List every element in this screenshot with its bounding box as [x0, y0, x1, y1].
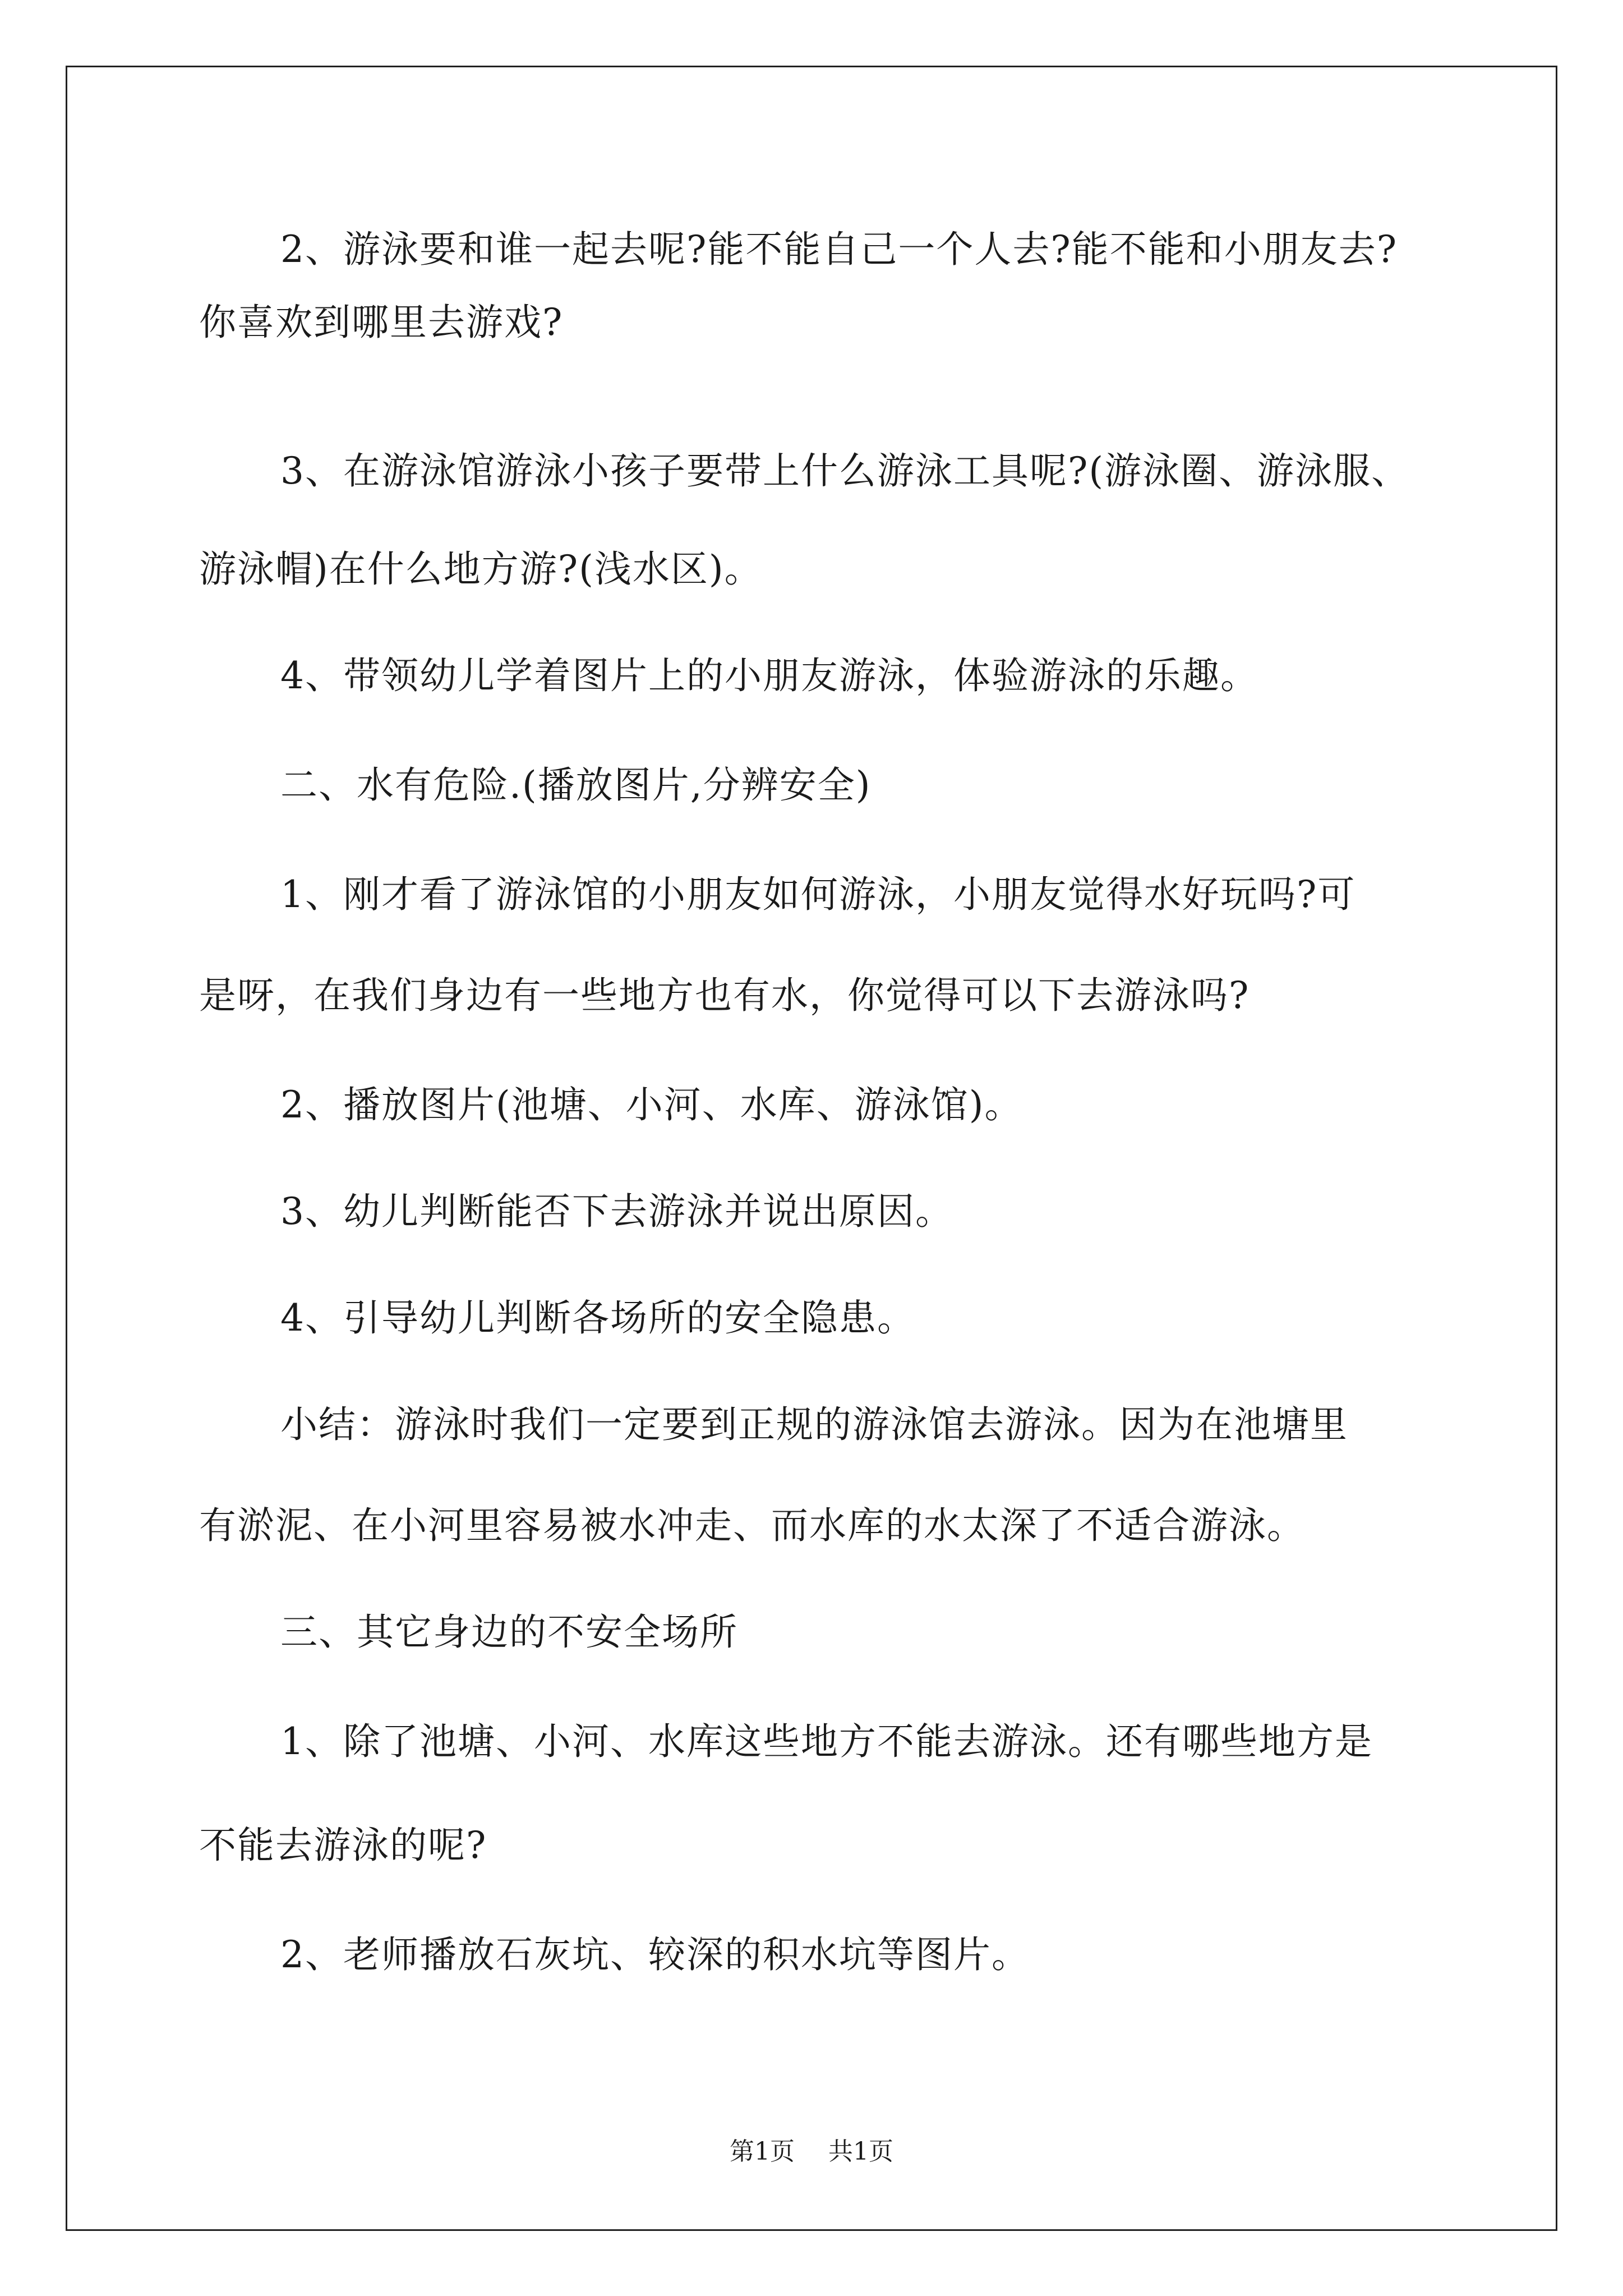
text-line: 3、幼儿判断能否下去游泳并说出原因。	[280, 1190, 953, 1233]
page-border	[66, 66, 1557, 2231]
text-line: 不能去游泳的呢?	[199, 1824, 487, 1867]
text-line: 2、游泳要和谁一起去呢?能不能自己一个人去?能不能和小朋友去?	[280, 228, 1398, 271]
page-number: 第1页	[730, 2137, 795, 2166]
text-line: 有淤泥、在小河里容易被水冲走、而水库的水太深了不适合游泳。	[199, 1504, 1305, 1547]
text-line: 二、水有危险.(播放图片,分辨安全)	[280, 763, 872, 807]
text-line: 3、在游泳馆游泳小孩子要带上什么游泳工具呢?(游泳圈、游泳服、	[280, 449, 1410, 493]
page-footer	[0, 2137, 1623, 2166]
text-line: 游泳帽)在什么地方游?(浅水区)。	[199, 547, 763, 591]
page-total: 共1页	[828, 2137, 893, 2166]
text-line: 2、播放图片(池塘、小河、水库、游泳馆)。	[280, 1083, 1023, 1126]
text-line: 4、引导幼儿判断各场所的安全隐患。	[280, 1296, 915, 1340]
text-line: 2、老师播放石灰坑、较深的积水坑等图片。	[280, 1933, 1030, 1976]
text-line: 是呀，在我们身边有一些地方也有水，你觉得可以下去游泳吗?	[199, 974, 1250, 1017]
text-line: 三、其它身边的不安全场所	[280, 1611, 738, 1654]
text-line: 小结：游泳时我们一定要到正规的游泳馆去游泳。因为在池塘里	[280, 1403, 1348, 1446]
text-line: 4、带领幼儿学着图片上的小朋友游泳，体验游泳的乐趣。	[280, 654, 1258, 697]
text-line: 1、除了池塘、小河、水库这些地方不能去游泳。还有哪些地方是	[280, 1720, 1373, 1763]
text-line: 1、刚才看了游泳馆的小朋友如何游泳，小朋友觉得水好玩吗?可	[280, 873, 1356, 916]
text-line: 你喜欢到哪里去游戏?	[199, 301, 564, 344]
